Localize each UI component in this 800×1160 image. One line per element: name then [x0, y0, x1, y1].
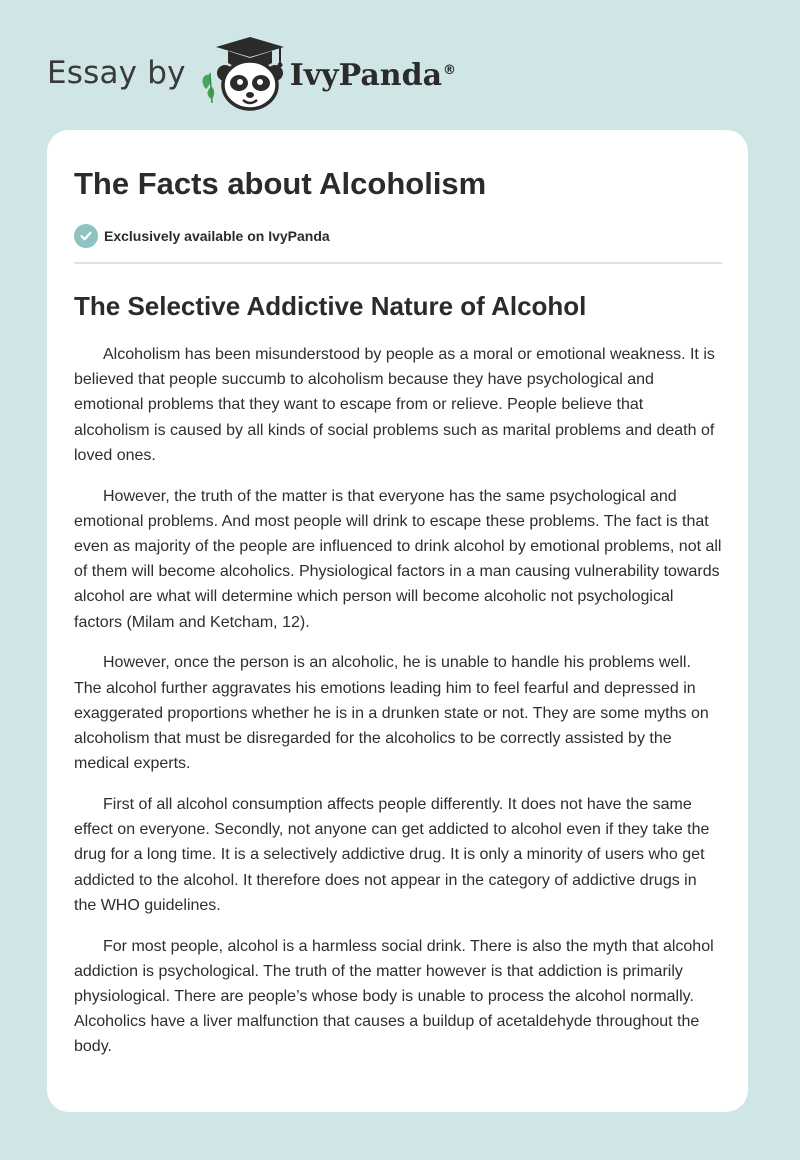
paragraph: First of all alcohol consumption affects people differently. It does not have the same effect on everyone. Secondly, not anyone can get addicted to alcohol even if they take the drug for a long time. It is a selectively addictive drug. It is only a minority of users who get addicted to the alcohol. It therefore does not appear in the category of addictive drugs in the WHO guidelines. — [74, 796, 710, 914]
essay-by-label: Essay by — [47, 55, 186, 91]
panda-logo-icon[interactable] — [196, 33, 288, 113]
exclusive-badge — [74, 224, 722, 248]
divider — [74, 262, 722, 264]
checkmark-icon — [74, 224, 98, 248]
paragraph: Alcoholism has been misunderstood by people as a moral or emotional weakness. It is believed that people succumb to alcoholism because they have psychological and emotional problems that they want to escape from or relieve. People believe that alcoholism is caused by all kinds of social problems such as marital problems and death of loved ones. — [74, 346, 715, 464]
exclusive-label: Exclusively available on IvyPanda — [104, 228, 330, 244]
paragraph: However, the truth of the matter is that everyone has the same psychological and emotional problems. And most people will drink to escape these problems. The fact is that even as majority of the people are influenced to drink alcohol by emotional problems, not all of them will become alcoholics. Physiological factors in a man causing vulnerability towards alcohol are what will determine which person will become alcoholic not psychological factors (Milam and Ketcham, 12). — [74, 487, 722, 631]
page-title: The Facts about Alcoholism — [74, 166, 487, 201]
brand-name[interactable]: IvyPanda® — [289, 57, 457, 93]
essay-body — [74, 342, 722, 1060]
brand-header — [47, 33, 456, 113]
paragraph: For most people, alcohol is a harmless social drink. There is also the myth that alcohol addiction is psychological. The truth of the matter however is that addiction is primarily physiological. There are people’s whose body is unable to process the alcohol normally. Alcoholics have a liver malfunction that causes a buildup of acetaldehyde throughout the body. — [74, 937, 714, 1056]
section-heading: The Selective Addictive Nature of Alcohol — [74, 291, 587, 321]
essay-card — [47, 130, 748, 1112]
registered-mark: ® — [443, 62, 457, 78]
paragraph: However, once the person is an alcoholic, he is unable to handle his problems well. The alcohol further aggravates his emotions leading him to feel fearful and depressed in exaggerated proportions whether he is in a drunken state or not. They are some myths on alcoholism that must be disregarded for the alcoholics to be correctly assisted by the medical experts. — [74, 654, 709, 773]
